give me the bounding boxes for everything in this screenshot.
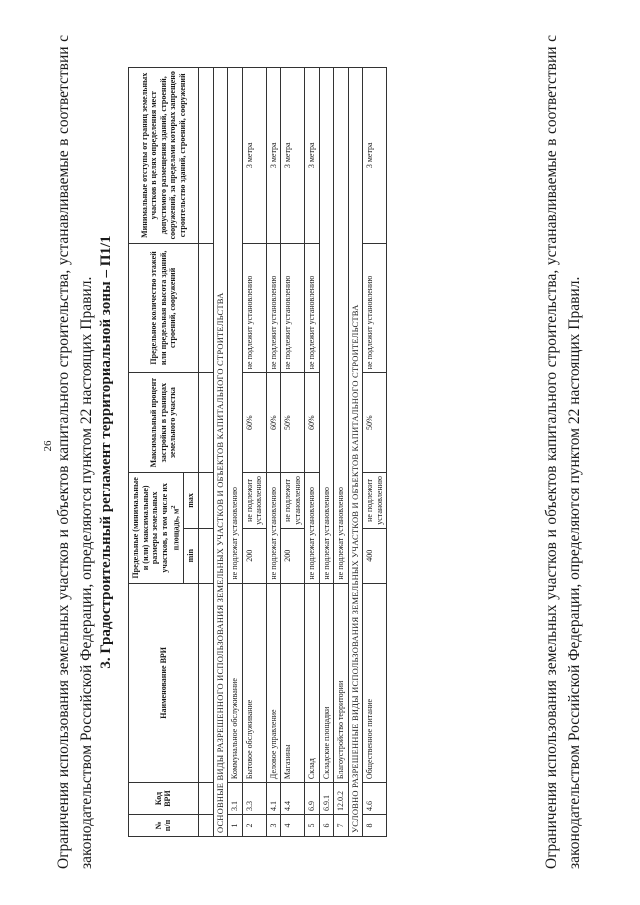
cell-code: 6.9: [305, 783, 320, 815]
restrictions-paragraph-bottom: Ограничения использования земельных участков и объектов капитального строительства, устанавливаемые в соответствии с законодательством Российской Федерации, определяются пунктом 22 настоящих Правил.: [543, 35, 583, 869]
cell-n: 1: [228, 815, 243, 837]
size-group-superscript: 2: [170, 505, 177, 509]
col-header-name: Наименование ВРИ: [129, 583, 199, 782]
table-row: [319, 68, 334, 837]
cell-floors: не подлежит установлению: [305, 243, 320, 373]
cell-setback: 3 метра: [305, 68, 320, 244]
section-heading: 3. Градостроительный регламент территориальной зоны – П1/1: [98, 235, 114, 669]
cell-code: 3.1: [228, 783, 243, 815]
cell-n: 8: [363, 815, 387, 837]
cell-span: не подлежат установлению: [334, 68, 349, 584]
section-row-conditional: [348, 68, 363, 837]
regulation-table: [128, 67, 387, 837]
section-main-title: ОСНОВНЫЕ ВИДЫ РАЗРЕШЕННОГО ИСПОЛЬЗОВАНИЯ ЗЕМЕЛЬНЫХ УЧАСТКОВ И ОБЪЕКТОВ КАПИТАЛЬНОГО СТРОИТЕЛЬСТВА: [213, 68, 228, 837]
cell-percent: 60%: [305, 373, 320, 473]
table-row: [305, 68, 320, 837]
col-header-percent: Максимальный процент застройки в границах земельного участка: [129, 373, 199, 473]
cell-n: 2: [242, 815, 266, 837]
cell-percent: 50%: [363, 373, 387, 473]
cell-span: не подлежат установлению: [228, 68, 243, 584]
cell-code: 12.0.2: [334, 783, 349, 815]
col-header-code: Код ВРИ: [129, 783, 199, 815]
cell-n: 7: [334, 815, 349, 837]
cell-name: Складские площадки: [319, 583, 334, 782]
cell-setback: 3 метра: [266, 68, 281, 244]
cell-floors: не подлежит установлению: [281, 243, 305, 373]
cell-percent: 50%: [281, 373, 305, 473]
cell-min: 200: [281, 528, 305, 583]
cell-n: 4: [281, 815, 305, 837]
col-header-size-group: [129, 473, 184, 584]
cell-floors: не подлежит установлению: [242, 243, 266, 373]
cell-setback: 3 метра: [242, 68, 266, 244]
section-row-main: [213, 68, 228, 837]
cell-setback: 3 метра: [281, 68, 305, 244]
size-group-text: Предельные (минимальные и (или) максимальные) размеры земельных участков, в том числе их площадь, м: [131, 477, 181, 579]
cell-code: 4.6: [363, 783, 387, 815]
col-header-max: max: [184, 473, 199, 529]
cell-n: 3: [266, 815, 281, 837]
restrictions-paragraph-top: Ограничения использования земельных участков и объектов капитального строительства, устанавливаемые в соответствии с законодательством Российской Федерации, определяются пунктом 22 настоящих Правил.: [55, 35, 95, 869]
cell-percent: 60%: [266, 373, 281, 473]
cell-name: Деловое управление: [266, 583, 281, 782]
col-header-min: min: [184, 528, 199, 583]
cell-floors: не подлежит установлению: [363, 243, 387, 373]
page-number: 26: [42, 440, 54, 452]
col-header-setback: Минимальные отступы от границ земельных участков в целях определения мест допустимого размещения зданий, строений, сооружений, за пределами которых запрещено строительство зданий, строений, сооружений: [129, 68, 199, 244]
cell-n: 5: [305, 815, 320, 837]
cell-setback: 3 метра: [363, 68, 387, 244]
table-row: [281, 68, 305, 837]
table-row: [228, 68, 243, 837]
cell-floors: не подлежит установлению: [266, 243, 281, 373]
blank-row: [198, 68, 213, 837]
cell-max: не подлежит установлению: [363, 473, 387, 529]
cell-name: Благоустройство территории: [334, 583, 349, 782]
cell-code: 4.1: [266, 783, 281, 815]
section-conditional-title: УСЛОВНО РАЗРЕШЕННЫЕ ВИДЫ ИСПОЛЬЗОВАНИЯ ЗЕМЕЛЬНЫХ УЧАСТКОВ И ОБЪЕКТОВ КАПИТАЛЬНОГО СТРОИТЕЛЬСТВА: [348, 68, 363, 837]
cell-name: Склад: [305, 583, 320, 782]
col-header-floors: Предельное количество этажей или предельная высота зданий, строений, сооружений: [129, 243, 199, 373]
cell-n: 6: [319, 815, 334, 837]
cell-max: не подлежит установлению: [281, 473, 305, 529]
table-row: [363, 68, 387, 837]
table-row: [334, 68, 349, 837]
cell-minmax: не подлежат установлению: [305, 473, 320, 584]
cell-span: не подлежат установлению: [319, 68, 334, 584]
cell-name: Коммунальное обслуживание: [228, 583, 243, 782]
table-row: [266, 68, 281, 837]
cell-max: не подлежит установлению: [242, 473, 266, 529]
cell-name: Общественное питание: [363, 583, 387, 782]
col-header-num: № п/п: [129, 815, 199, 837]
cell-code: 6.9.1: [319, 783, 334, 815]
rotated-content: [40, 17, 600, 887]
cell-min: 400: [363, 528, 387, 583]
table-row: [242, 68, 266, 837]
cell-min: 200: [242, 528, 266, 583]
cell-code: 4.4: [281, 783, 305, 815]
cell-name: Бытовое обслуживание: [242, 583, 266, 782]
cell-name: Магазины: [281, 583, 305, 782]
cell-percent: 60%: [242, 373, 266, 473]
cell-code: 3.3: [242, 783, 266, 815]
cell-minmax: не подлежат установлению: [266, 473, 281, 584]
header-row-1: [129, 68, 184, 837]
